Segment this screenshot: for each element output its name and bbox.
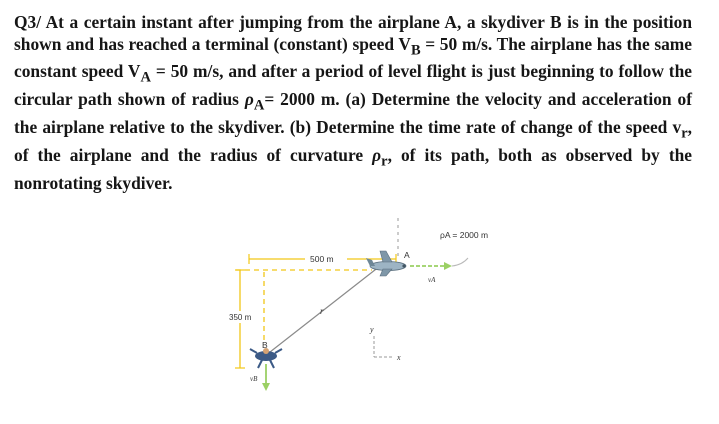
horizontal-dimension-label: 500 m <box>310 254 334 264</box>
position-vector-label: r <box>320 306 324 316</box>
skydiver-velocity-label: vB <box>250 375 258 383</box>
radius-label: ρA = 2000 m <box>440 230 489 240</box>
circular-path-arc <box>452 258 468 266</box>
skydiver-velocity-arrowhead <box>262 383 270 391</box>
position-vector-r <box>270 266 380 352</box>
x-axis-label: x <box>397 353 401 362</box>
airplane-velocity-label: vA <box>428 276 436 284</box>
problem-text: Q3/ At a certain instant after jumping from the airplane A, a skydiver B is in the position shown and has reached a terminal (constant) speed $V_B = 50$ m/s. The airplane has the same constant speed $V_A = 50$ m/s, and after a period of level flight is just beginning to follow the circular path shown of radius $\rho_A= 2000$ m. (a) Determine the velocity and acceleration of the airplane relative to the skydiver. (b) Determine the time rate of change of the speed $v_r$, of the airplane and the radius of curvature $\rho_r$, of its path, both as observed by the nonrotating skydiver. <box>14 12 693 194</box>
y-axis-label: y <box>370 325 374 334</box>
vertical-dimension-label: 350 m <box>229 313 252 322</box>
skydiver-label: B <box>262 340 268 350</box>
airplane-velocity-arrowhead <box>444 262 452 270</box>
airplane-label: A <box>404 250 410 260</box>
question-label: Q3/ <box>14 12 42 32</box>
